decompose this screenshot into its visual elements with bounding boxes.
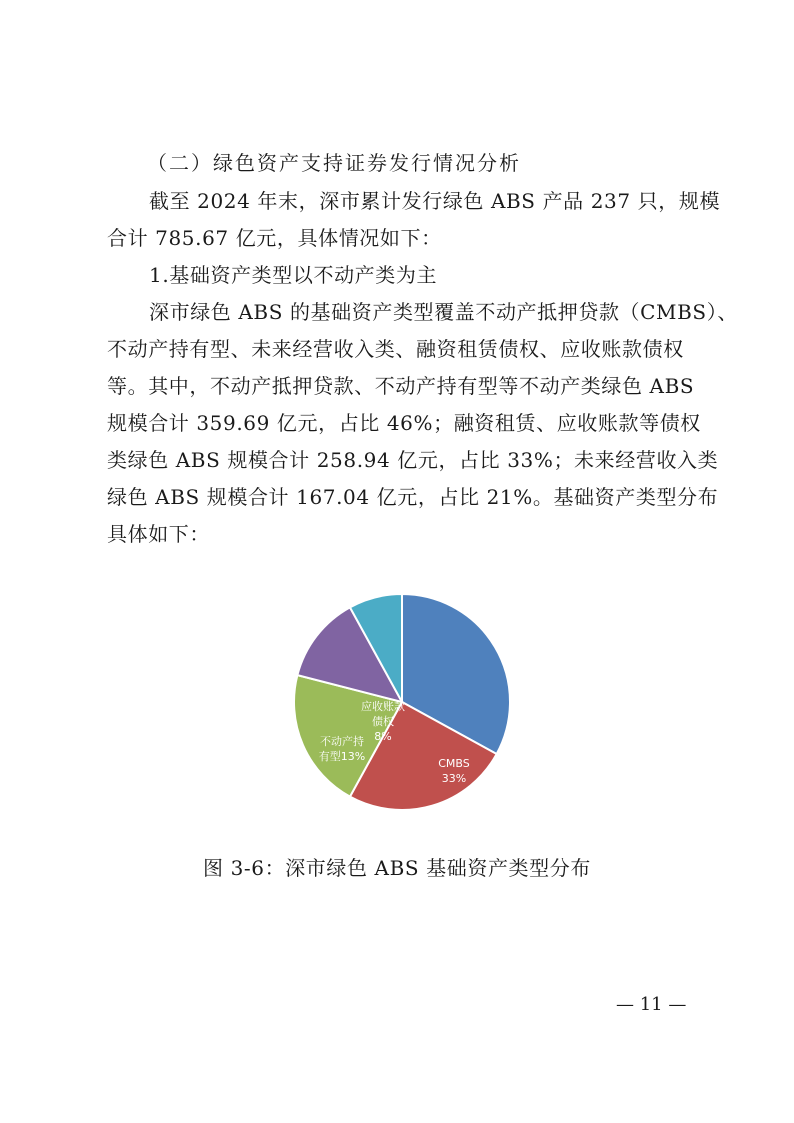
pie-slice-label: 不动产持 [320,735,364,748]
pie-chart-svg [292,592,512,812]
pie-slice-label: 应收账款 [361,700,405,713]
paragraph-2-line: 等。其中，不动产抵押贷款、不动产持有型等不动产类绿色 ABS [107,374,695,398]
pie-slice-label: 债权 [372,715,394,728]
paragraph-2-line: 不动产持有型、未来经营收入类、融资租赁债权、应收账款债权 [107,337,684,361]
paragraph-1-line: 截至 2024 年末，深市累计发行绿色 ABS 产品 237 只，规模 [149,189,721,213]
paragraph-1-line: 合计 785.67 亿元，具体情况如下： [107,226,442,250]
subheading: 1.基础资产类型以不动产类为主 [149,263,438,287]
paragraph-2-line: 深市绿色 ABS 的基础资产类型覆盖不动产抵押贷款（CMBS）、 [149,300,738,324]
pie-chart [292,592,512,812]
paragraph-2-line: 具体如下： [107,522,210,546]
figure-caption: 图 3-6：深市绿色 ABS 基础资产类型分布 [203,856,591,880]
pie-slice-label: 33% [441,772,467,785]
paragraph-2-line: 绿色 ABS 规模合计 167.04 亿元，占比 21%。基础资产类型分布 [107,485,719,509]
page-number: — 11 — [616,994,687,1015]
paragraph-2-line: 类绿色 ABS 规模合计 258.94 亿元，占比 33%；未来经营收入类 [107,448,719,472]
pie-slice-label: 8% [374,730,392,743]
pie-slice-label: 有型13% [318,750,366,763]
section-heading: （二）绿色资产支持证券发行情况分析 [147,151,521,175]
pie-slice-label: CMBS [438,757,470,770]
paragraph-2-line: 规模合计 359.69 亿元，占比 46%；融资租赁、应收账款等债权 [107,411,701,435]
